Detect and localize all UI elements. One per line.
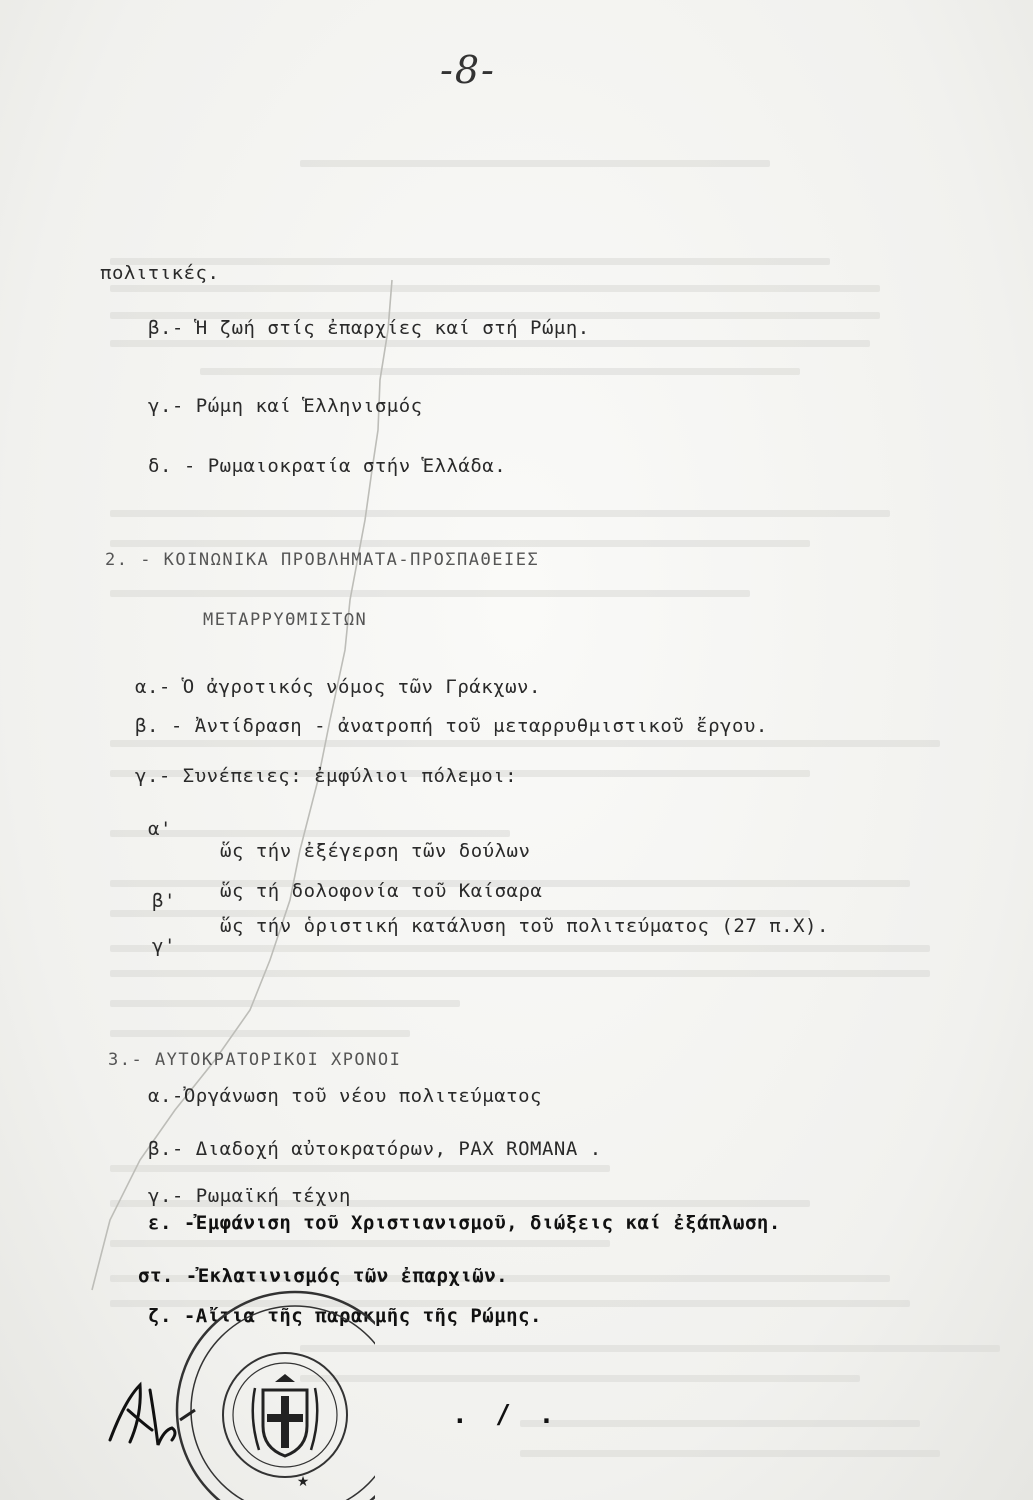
- handwritten-signature: [100, 1370, 190, 1460]
- text-line-politikes: πολιτικές.: [100, 262, 220, 284]
- item-z-decline-causes: ζ. -Αἴτια τῆς παρακμῆς τῆς Ρώμης.: [148, 1305, 542, 1327]
- section-3-heading: 3.- ΑΥΤΟΚΡΑΤΟΡΙΚΟΙ ΧΡΟΝΟΙ: [108, 1050, 402, 1070]
- section-2-heading-cont: ΜΕΤΑΡΡΥΘΜΙΣΤΩΝ: [203, 610, 368, 630]
- item-b-succession: β.- Διαδοχή αὐτοκρατόρων, PAX ROMANA .: [148, 1138, 602, 1160]
- sub-item-caesar-murder: ὥς τή δολοφονία τοῦ Καίσαρα: [220, 880, 543, 902]
- continuation-mark: . / .: [452, 1400, 561, 1430]
- page-number: -8-: [440, 48, 496, 92]
- item-b-reaction: β. - Ἀντίδραση - ἀνατροπή τοῦ μεταρρυθμιστικοῦ ἔργου.: [135, 715, 768, 737]
- item-g-roman-art: γ.- Ρωμαϊκή τέχνη: [148, 1185, 351, 1207]
- item-b-life-provinces: β.- Ἡ ζωή στίς ἐπαρχίες καί στή Ρώμη.: [148, 317, 590, 339]
- sub-item-marker-g: γ': [152, 935, 176, 957]
- item-e-christianity: ε. -Ἐμφάνιση τοῦ Χριστιανισμοῦ, διώξεις καί ἐξάπλωση.: [148, 1212, 781, 1234]
- item-g-consequences: γ.- Συνέπειες: ἐμφύλιοι πόλεμοι:: [135, 765, 518, 787]
- item-a-agrarian-law: α.- Ὁ ἀγροτικός νόμος τῶν Γράκχων.: [135, 676, 541, 698]
- item-a-new-regime: α.-Ὀργάνωση τοῦ νέου πολιτεύματος: [148, 1085, 542, 1107]
- sub-item-marker-a: α': [148, 818, 172, 840]
- sub-item-end-of-republic: ὥς τήν ὁριστική κατάλυση τοῦ πολιτεύματος (27 π.Χ).: [220, 915, 829, 937]
- section-2-heading: 2. - ΚΟΙΝΩΝΙΚΑ ΠΡΟΒΛΗΜΑΤΑ-ΠΡΟΣΠΑΘΕΙΕΣ: [105, 550, 540, 570]
- item-st-latinization: στ. -Ἐκλατινισμός τῶν ἐπαρχιῶν.: [138, 1265, 509, 1287]
- item-g-rome-hellenism: γ.- Ρώμη καί Ἑλληνισμός: [148, 395, 423, 417]
- item-d-roman-rule-greece: δ. - Ρωμαιοκρατία στήν Ἑλλάδα.: [148, 455, 507, 477]
- sub-item-slave-revolt: ὥς τήν ἐξέγερση τῶν δούλων: [220, 840, 531, 862]
- sub-item-marker-b: β': [152, 890, 176, 912]
- svg-text:★: ★: [296, 1474, 310, 1490]
